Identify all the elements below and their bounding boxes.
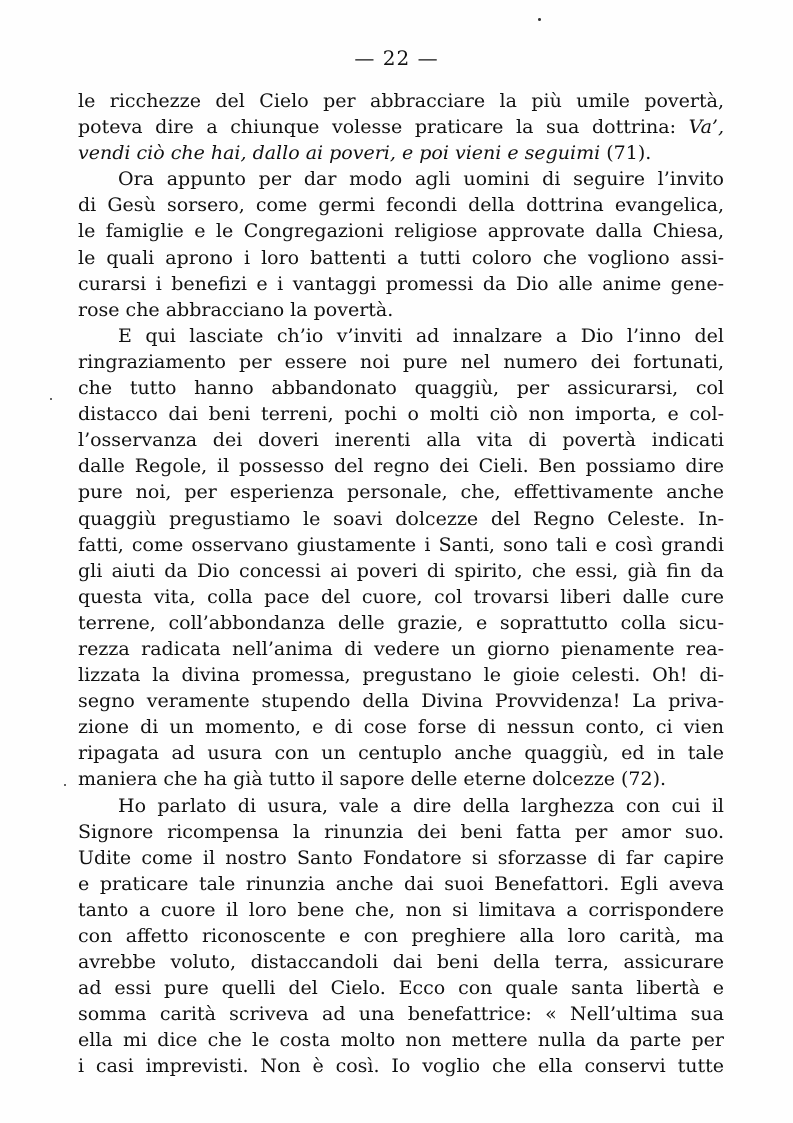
text-line-21: terrene, coll’abbondanza delle grazie, e soprattutto colla sicu-	[78, 611, 724, 634]
text-line-29: Signore ricompensa la rinunzia dei beni fatta per amor suo.	[78, 820, 724, 843]
text-line-13: distacco dai beni terreni, pochi o molti ciò non importa, e col-	[78, 403, 724, 426]
text-line-2: poteva dire a chiunque volesse praticare la sua dottrina: Va’,	[78, 116, 724, 139]
text-line-30: Udite come il nostro Santo Fondatore si sforzasse di far capire	[78, 846, 724, 869]
text-line-24: segno veramente stupendo della Divina Provvidenza! La priva-	[78, 690, 724, 713]
text-line-14: l’osservanza dei doveri inerenti alla vita di povertà indicati	[78, 429, 724, 452]
text-line-6: le famiglie e le Congregazioni religiose approvate dalla Chiesa,	[78, 220, 724, 243]
text-line-18: fatti, come osservano giustamente i Santi, sono tali e così grandi	[78, 533, 724, 556]
text-line-15: dalle Regole, il possesso del regno dei Cieli. Ben possiamo dire	[78, 455, 724, 478]
text-line-3: vendi ciò che hai, dallo ai poveri, e poi vieni e seguimi (71).	[78, 142, 652, 165]
text-line-1: le ricchezze del Cielo per abbracciare la più umile povertà,	[78, 90, 724, 112]
text-line-27: maniera che ha già tutto il sapore delle eterne dolcezze (72).	[78, 768, 667, 791]
body-text	[78, 88, 724, 1080]
text-line-37: ella mi dice che le costa molto non mettere nulla da parte per	[78, 1029, 724, 1052]
page-number: — 22 —	[354, 46, 439, 70]
print-speck	[50, 398, 52, 400]
text-line-8: curarsi i benefizi e i vantaggi promessi da Dio alle anime gene-	[78, 272, 724, 295]
text-line-12: che tutto hanno abbandonato quaggiù, per assicurarsi, col	[78, 377, 724, 400]
text-line-5: di Gesù sorsero, come germi fecondi della dottrina evangelica,	[78, 194, 724, 217]
text-line-36: somma carità scriveva ad una benefattrice: « Nell’ultima sua	[78, 1003, 724, 1026]
text-line-17: quaggiù pregustiamo le soavi dolcezze del Regno Celeste. In-	[78, 507, 724, 530]
text-line-16: pure noi, per esperienza personale, che, effettivamente anche	[78, 481, 724, 504]
text-line-11: ringraziamento per essere noi pure nel numero dei fortunati,	[78, 350, 724, 373]
text-line-25: zione di un momento, e di cose forse di nessun conto, ci vien	[78, 716, 724, 739]
text-line-10: E qui lasciate ch’io v’inviti ad innalzare a Dio l’inno del	[118, 324, 724, 347]
text-line-20: questa vita, colla pace del cuore, col trovarsi liberi dalle cure	[78, 585, 724, 608]
text-line-35: ad essi pure quelli del Cielo. Ecco con quale santa libertà e	[78, 977, 724, 1000]
text-line-9: rose che abbracciano la povertà.	[78, 298, 394, 321]
text-line-4: Ora appunto per dar modo agli uomini di seguire l’invito	[118, 168, 724, 191]
text-line-23: lizzata la divina promessa, pregustano le gioie celesti. Oh! di-	[78, 664, 724, 687]
text-line-26: ripagata ad usura con un centuplo anche quaggiù, ed in tale	[78, 742, 724, 765]
print-speck	[538, 18, 541, 21]
text-line-7: le quali aprono i loro battenti a tutti coloro che vogliono assi-	[78, 246, 724, 269]
text-line-19: gli aiuti da Dio concessi ai poveri di spirito, che essi, già fin da	[78, 559, 724, 582]
text-line-31: e praticare tale rinunzia anche dai suoi Benefattori. Egli aveva	[78, 872, 724, 895]
text-line-32: tanto a cuore il loro bene che, non si limitava a corrispondere	[78, 898, 724, 921]
text-line-28: Ho parlato di usura, vale a dire della larghezza con cui il	[118, 794, 724, 817]
text-line-38: i casi imprevisti. Non è così. Io voglio che ella conservi tutte	[78, 1055, 724, 1078]
text-line-22: rezza radicata nell’anima di vedere un giorno pienamente rea-	[78, 637, 724, 660]
text-line-33: con affetto riconoscente e con preghiere alla loro carità, ma	[78, 925, 724, 947]
text-line-34: avrebbe voluto, distaccandoli dai beni della terra, assicurare	[78, 951, 724, 974]
print-speck	[64, 784, 66, 786]
